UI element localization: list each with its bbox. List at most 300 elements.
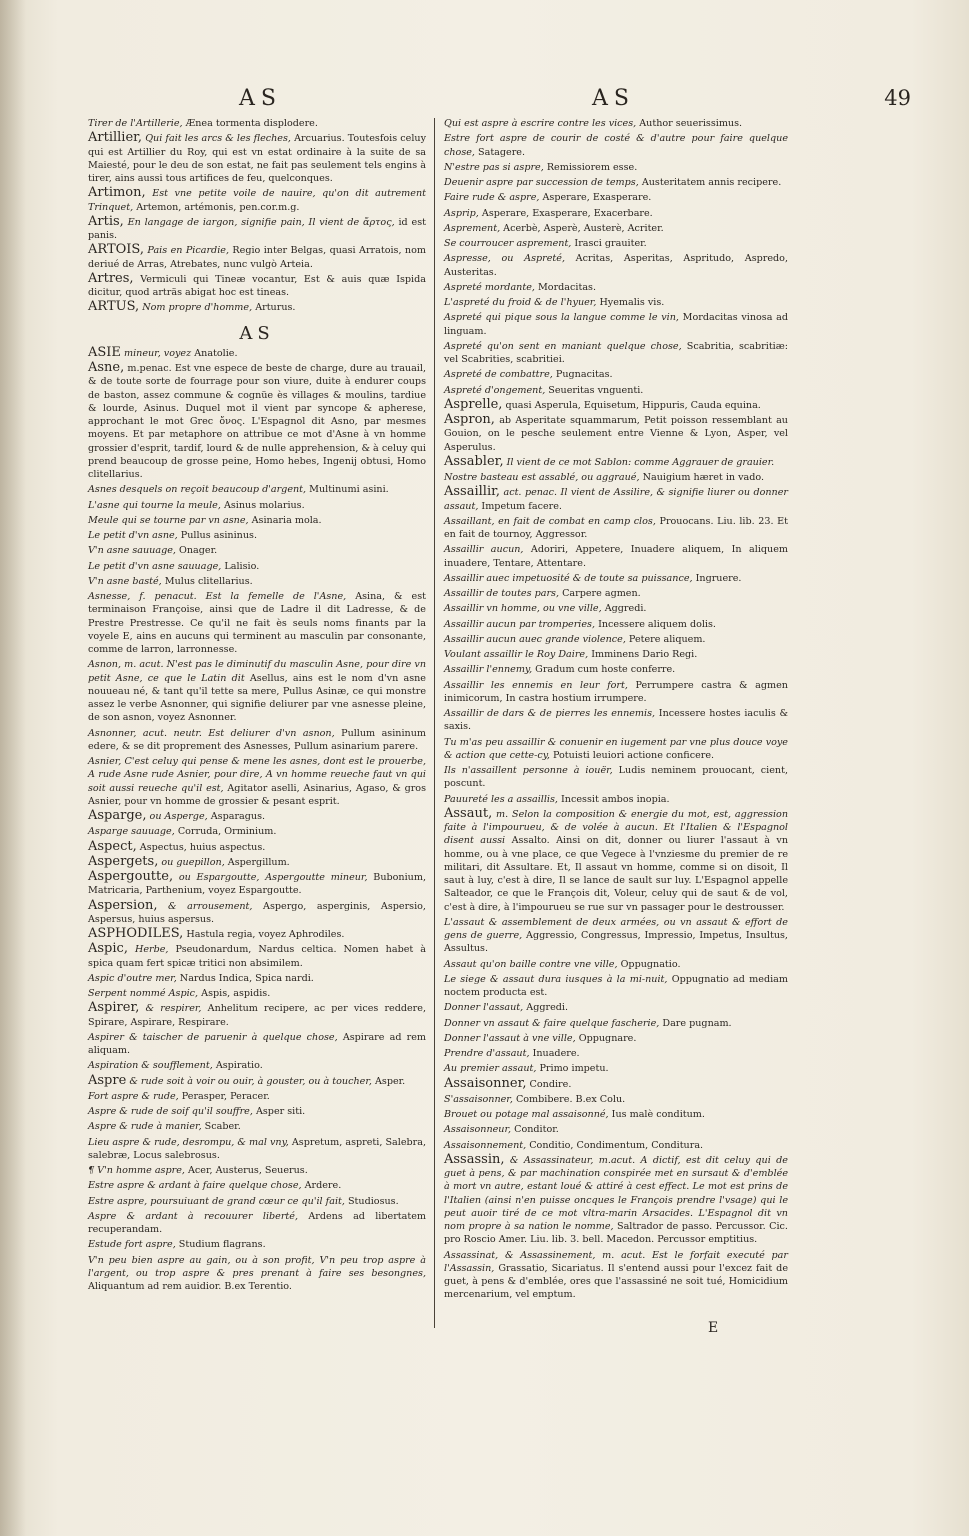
dictionary-entry	[444, 1092, 788, 1106]
latin-gloss: Arcuarius. Toutesfois celuy qui est Artillier du Roy, qui est vn estat ordinaire à la suite de sa Maiesté, pour le deu de son estat, ne fait pas seulement tels engins à tirer, ains aussi tous artifices de feu, quelconques.	[88, 133, 426, 184]
left-entries-bottom	[88, 346, 426, 1294]
dictionary-entry	[88, 272, 426, 300]
dictionary-entry	[444, 1138, 788, 1152]
latin-gloss: Oppugnatio.	[617, 958, 681, 970]
dictionary-entry	[88, 899, 426, 927]
french-gloss: Asprement,	[444, 222, 501, 234]
latin-gloss: Aspergillum.	[224, 856, 290, 868]
latin-gloss: Author seuerissimus.	[636, 118, 743, 129]
latin-gloss: Perrumpere castra & agmen inimicorum, In castra hostium irrumpere.	[444, 679, 788, 704]
dictionary-entry	[444, 339, 788, 367]
dictionary-entry	[444, 678, 788, 706]
headword: Artillier,	[88, 130, 143, 146]
dictionary-entry	[444, 295, 788, 309]
french-gloss: Donner l'assaut,	[444, 1002, 524, 1014]
dictionary-entry	[88, 855, 426, 869]
latin-gloss: Anhelitum recipere, ac per vices reddere, Spirare, Aspirare, Respirare.	[88, 1003, 426, 1028]
dictionary-entry	[444, 236, 788, 250]
latin-gloss: Bubonium, Matricaria, Parthenium, voyez Espargoutte.	[88, 872, 426, 897]
dictionary-entry	[444, 1107, 788, 1121]
latin-gloss: Perasper, Peracer.	[178, 1090, 270, 1102]
french-gloss: Assassinat, & Assassinement, m. acut. Est le forfait executé par l'Assassin,	[444, 1249, 788, 1274]
dictionary-entry	[444, 131, 788, 159]
french-gloss: Donner l'assaut à vne ville,	[444, 1032, 576, 1044]
french-gloss: Aspiration & soufflement,	[88, 1060, 213, 1072]
french-gloss: Aspreté d'ongement,	[444, 384, 546, 396]
french-gloss: Aspre & rude à manier,	[88, 1121, 202, 1133]
dictionary-entry	[88, 1135, 426, 1163]
latin-gloss: Saltrador de passo. Percussor. Cic. pro Roscio Amer. Liu. lib. 3. bell. Macedon. Percussor emptitius.	[444, 1221, 788, 1246]
headword: ARTOIS,	[88, 242, 144, 258]
french-gloss: Aspresse, ou Aspreté,	[444, 253, 565, 265]
headword: Artres,	[88, 270, 134, 286]
dictionary-entry	[88, 942, 426, 970]
column-rule	[434, 118, 435, 1328]
dictionary-entry	[444, 514, 788, 542]
latin-gloss: Austeritatem annis recipere.	[638, 177, 782, 188]
latin-gloss: Pullum asininum edere, & se dit proprement des Asnesses, Pullum asinarium parere.	[88, 727, 427, 752]
headword: Aspron,	[444, 412, 495, 427]
french-gloss: Aspirer & taischer de paruenir à quelque chose,	[88, 1031, 338, 1043]
dictionary-entry	[444, 1000, 788, 1014]
french-gloss: & arrousement,	[157, 900, 253, 912]
dictionary-entry	[444, 367, 788, 381]
french-gloss: Assaillant, en fait de combat en camp clos,	[444, 515, 656, 527]
dictionary-entry	[444, 310, 788, 338]
french-gloss: Estre aspre, poursuiuant de grand cœur ce qu'il fait,	[88, 1195, 345, 1207]
right-column	[444, 116, 788, 1303]
french-gloss: ou Espargoutte, Aspergoutte mineur,	[173, 872, 368, 883]
headword: Aspersion,	[88, 897, 158, 913]
french-gloss: Estre aspre & ardant à faire quelque chose,	[88, 1180, 302, 1192]
running-head-left: AS	[239, 86, 282, 111]
latin-gloss: Hyemalis vis.	[596, 297, 665, 308]
latin-gloss: Asparagus.	[207, 811, 266, 822]
latin-gloss: Aggressio, Congressus, Impressio, Impetus, Insultus, Assultus.	[444, 930, 788, 955]
headword: Assaillir,	[444, 484, 501, 500]
dictionary-entry	[88, 1104, 426, 1118]
french-gloss: Tu m'as peu assaillir & conuenir en iugement par vne plus douce voye & action que cette-cy,	[444, 736, 788, 761]
french-gloss: Il vient de ce mot Sablon: comme Aggrauer de grauier.	[503, 456, 775, 468]
dictionary-entry	[444, 485, 788, 513]
headword: Aspre	[88, 1072, 127, 1088]
dictionary-entry	[88, 528, 426, 542]
french-gloss: Nom propre d'homme,	[139, 302, 253, 314]
french-gloss: Aspic d'outre mer,	[88, 972, 177, 984]
dictionary-entry	[444, 1122, 788, 1136]
dictionary-entry	[88, 754, 426, 808]
latin-gloss: Asinus molarius.	[220, 499, 305, 511]
french-gloss: ou guepillon,	[158, 856, 225, 868]
dictionary-entry	[88, 498, 426, 512]
dictionary-entry	[444, 190, 788, 204]
french-gloss: Brouet ou potage mal assaisonné,	[444, 1109, 609, 1120]
latin-gloss: Asperare, Exasperare, Exacerbare.	[478, 207, 653, 219]
latin-gloss: Satagere.	[474, 146, 526, 158]
french-gloss: Ils n'assaillent personne à iouër,	[444, 765, 613, 776]
latin-gloss: Multinumi asini.	[306, 484, 389, 496]
french-gloss: Assaisonnement,	[444, 1139, 527, 1151]
latin-gloss: Irasci grauiter.	[571, 238, 647, 249]
latin-gloss: Pseudonardum, Nardus celtica. Nomen habet à spica quam fert spicæ tritici non absimilem.	[88, 944, 426, 969]
dictionary-entry	[88, 986, 426, 1000]
dictionary-entry	[444, 398, 788, 412]
french-gloss: & respirer,	[139, 1003, 202, 1015]
french-gloss: Assaillir aucun auec grande violence,	[444, 633, 626, 645]
dictionary-entry	[88, 215, 426, 243]
latin-gloss: Aspretum, aspreti, Salebra, salebræ, Locus salebrosus.	[88, 1136, 426, 1161]
french-gloss: Aspreté qui pique sous la langue comme le vin,	[444, 312, 679, 324]
french-gloss: V'n asne sauuage,	[88, 545, 176, 557]
dictionary-entry	[88, 513, 426, 527]
french-gloss: ou Asperge,	[146, 811, 208, 822]
latin-gloss: Carpere agmen.	[559, 588, 641, 599]
latin-gloss: Combibere. B.ex Colu.	[512, 1093, 626, 1105]
french-gloss: Assaut qu'on baille contre vne ville,	[444, 958, 618, 970]
french-gloss: m. Selon la composition & energie du mot, est, aggression faite à l'impourueu, & de volée à aucun. Et l'Italien & l'Espagnol disent aussi	[444, 808, 788, 847]
dictionary-entry	[88, 1178, 426, 1192]
latin-gloss: Ardens ad libertatem recuperandam.	[88, 1210, 426, 1235]
latin-gloss: Nardus Indica, Spica nardi.	[176, 972, 314, 984]
latin-gloss: Ænea tormenta displodere.	[182, 118, 318, 129]
latin-gloss: Ludis neminem prouocant, cient, poscunt.	[444, 765, 788, 790]
latin-gloss: Lalisio.	[221, 560, 260, 572]
french-gloss: Asnier, C'est celuy qui pense & mene les asnes, dont est le prouerbe, A rude Asne rude Asnier, pour dire, A vn homme reueche faut vn qui soit aussi reueche qu'il est,	[88, 756, 426, 794]
french-gloss: Fort aspre & rude,	[88, 1090, 179, 1102]
latin-gloss: Dare pugnam.	[659, 1017, 732, 1029]
french-gloss: N'estre pas si aspre,	[444, 161, 544, 173]
french-gloss: L'asne qui tourne la meule,	[88, 499, 221, 511]
headword: ARTUS,	[88, 299, 140, 315]
latin-gloss: Potuisti leuiori actione conficere.	[549, 749, 715, 761]
french-gloss: V'n asne basté,	[88, 575, 162, 587]
dictionary-entry	[444, 1016, 788, 1030]
dictionary-entry	[444, 470, 788, 484]
latin-gloss: Incessere hostes iaculis & saxis.	[444, 708, 789, 733]
dictionary-entry	[444, 972, 788, 1000]
french-gloss: Le petit d'vn asne sauuage,	[88, 560, 222, 572]
right-entries	[444, 116, 788, 1302]
french-gloss: Asnesse, f. penacut. Est la femelle de l'Asne,	[88, 591, 347, 602]
dictionary-entry	[444, 175, 788, 189]
french-gloss: Deuenir aspre par succession de temps,	[444, 177, 639, 188]
latin-gloss: Acerbè, Asperè, Austerè, Acriter.	[500, 222, 664, 234]
dictionary-entry	[88, 1001, 426, 1029]
dictionary-entry	[444, 280, 788, 294]
dictionary-entry	[444, 383, 788, 397]
french-gloss: Herbe,	[127, 944, 169, 956]
french-gloss: Asnon, m. acut. N'est pas le diminutif du masculin Asne, pour dire vn petit Asne, ce que le Latin dit	[88, 659, 426, 684]
latin-gloss: Ardere.	[301, 1180, 342, 1192]
latin-gloss: Inuadere.	[529, 1048, 580, 1059]
french-gloss: Assaillir aucun par tromperies,	[444, 618, 596, 630]
french-gloss: Aspre & rude de soif qu'il souffre,	[88, 1106, 253, 1117]
dictionary-entry	[88, 574, 426, 588]
french-gloss: Se courroucer asprement,	[444, 238, 572, 249]
dictionary-entry	[444, 1061, 788, 1075]
french-gloss: Assaillir vn homme, ou vne ville,	[444, 603, 602, 615]
latin-gloss: Conditor.	[511, 1124, 559, 1136]
dictionary-entry	[88, 589, 426, 656]
latin-gloss: Aggredi.	[601, 603, 647, 615]
latin-gloss: Seueritas vnguenti.	[545, 384, 644, 396]
headword: Asprelle,	[444, 396, 503, 412]
latin-gloss: Scaber.	[201, 1121, 241, 1133]
dictionary-entry	[88, 1089, 426, 1103]
latin-gloss: Prouocans. Liu. lib. 23. Et en fait de tournoy, Aggressor.	[444, 515, 788, 540]
french-gloss: Asnonner, acut. neutr. Est deliurer d'vn asnon,	[88, 727, 335, 739]
dictionary-entry	[88, 971, 426, 985]
headword: ASIE	[88, 344, 121, 360]
french-gloss: Le siege & assaut dura iusques à la mi-nuit,	[444, 973, 668, 985]
dictionary-entry	[88, 116, 426, 130]
latin-gloss: Grassatio, Sicariatus. Il s'entend aussi pour l'excez fait de guet, à pens & d'emblée, ores que l'assassiné ne soit tué, Homicidium mercenarium, vel emptum.	[444, 1262, 788, 1301]
latin-gloss: Asina, & est terminaison Françoise, ainsi que de Ladre il dit Ladresse, & de Prestre Prestresse. Ce qu'il ne fait ès seuls noms finants par la voyele E, ains en aucuns qui terminent au masculin par consonante, comme de larron, larronnesse.	[88, 591, 427, 655]
french-gloss: En langage de iargon, signifie pain, Il vient de ἄρτος,	[123, 216, 395, 228]
french-gloss: Assaillir de dars & de pierres les ennemis,	[444, 708, 656, 719]
dictionary-entry	[444, 957, 788, 971]
latin-gloss: Aspiratio.	[212, 1060, 263, 1072]
dictionary-entry	[88, 840, 426, 854]
french-gloss: Qui fait les arcs & les fleches,	[142, 133, 291, 145]
headword: Assassin,	[444, 1151, 505, 1167]
dictionary-entry	[88, 1030, 426, 1058]
dictionary-entry	[444, 647, 788, 661]
dictionary-entry	[88, 186, 426, 214]
dictionary-entry	[88, 1237, 426, 1251]
dictionary-entry	[444, 1153, 788, 1247]
headword: Artimon,	[88, 185, 146, 201]
catchword: E	[708, 1320, 719, 1336]
latin-gloss: Primo impetu.	[536, 1063, 609, 1075]
dictionary-entry	[444, 116, 788, 130]
section-head: AS	[239, 322, 275, 344]
french-gloss: Assaillir auec impetuosité & de toute sa puissance,	[444, 572, 693, 584]
dictionary-entry	[88, 131, 426, 185]
french-gloss: Aspreté qu'on sent en maniant quelque chose,	[444, 340, 682, 352]
latin-gloss: Asperare, Exasperare.	[539, 192, 652, 204]
french-gloss: Pais en Picardie,	[144, 245, 229, 257]
left-column	[88, 116, 426, 1294]
french-gloss: Asparge sauuage,	[88, 826, 175, 838]
french-gloss: Aspreté de combattre,	[444, 369, 553, 381]
french-gloss: Prendre d'assaut,	[444, 1048, 530, 1059]
dictionary-entry	[444, 160, 788, 174]
dictionary-entry	[444, 413, 788, 454]
latin-gloss: Mordacitas.	[534, 281, 597, 293]
french-gloss: Assaillir les ennemis en leur fort,	[444, 679, 628, 691]
dictionary-entry	[444, 455, 788, 469]
french-gloss: L'aspreté du froid & de l'hyuer,	[444, 297, 597, 308]
dictionary-entry	[444, 807, 788, 914]
french-gloss: Assaillir aucun,	[444, 544, 524, 556]
latin-gloss: Mulus clitellarius.	[161, 575, 253, 587]
dictionary-entry	[444, 1046, 788, 1060]
dictionary-entry	[88, 824, 426, 838]
dictionary-entry	[444, 632, 788, 646]
dictionary-entry	[88, 559, 426, 573]
dictionary-entry	[444, 617, 788, 631]
latin-gloss: Arturus.	[252, 302, 296, 314]
dictionary-entry	[444, 662, 788, 676]
french-gloss: & rude soit à voir ou ouir, à gouster, ou à toucher,	[126, 1075, 372, 1087]
latin-gloss: Asper siti.	[252, 1106, 306, 1117]
latin-gloss: Imminens Dario Regi.	[588, 649, 698, 660]
latin-gloss: Agitator aselli, Asinarius, Agaso, & gros Asnier, pour vn homme de grossier & pesant esprit.	[88, 782, 426, 807]
french-gloss: Tirer de l'Artillerie,	[88, 118, 183, 129]
french-gloss: Nostre basteau est assablé, ou aggraué,	[444, 472, 640, 483]
french-gloss: Au premier assaut,	[444, 1063, 537, 1075]
dictionary-entry	[88, 482, 426, 496]
headword: ASPHODILES,	[88, 926, 184, 941]
latin-gloss: Incessit ambos inopia.	[557, 793, 670, 805]
dictionary-entry	[444, 586, 788, 600]
latin-gloss: Corruda, Orminium.	[174, 826, 277, 838]
dictionary-entry	[444, 601, 788, 615]
french-gloss: Faire rude & aspre,	[444, 192, 540, 204]
dictionary-entry	[88, 361, 426, 481]
latin-gloss: Pugnacitas.	[552, 369, 613, 381]
latin-gloss: Ius malè conditum.	[608, 1109, 705, 1120]
latin-gloss: Regio inter Belgas, quasi Arratois, nom deriué de Arras, Atrebates, nunc vulgò Arteia.	[88, 245, 426, 270]
french-gloss: mineur, voyez	[120, 347, 192, 359]
dictionary-entry	[88, 1119, 426, 1133]
headword: Aspergoutte,	[88, 869, 174, 884]
headword: Assabler,	[444, 453, 504, 469]
dictionary-entry	[88, 1163, 426, 1177]
headword: Aspic,	[88, 941, 128, 957]
latin-gloss: Vermiculi qui Tineæ vocantur, Est & auis quæ Ispida dicitur, quod arträs abigat hoc est tineas.	[88, 273, 426, 298]
headword: Assaisonner,	[444, 1075, 527, 1091]
dictionary-entry	[444, 206, 788, 220]
dictionary-entry	[88, 1194, 426, 1208]
latin-gloss: Petere aliquem.	[625, 633, 706, 645]
headword: Assaut,	[444, 805, 493, 821]
dictionary-entry	[88, 243, 426, 271]
dictionary-entry	[444, 706, 788, 734]
dictionary-entry	[88, 809, 426, 823]
french-gloss: & Assassinateur, m.acut. A dictif, est dit celuy qui de guet à pens, & par machination conspirée met en sursaut & d'emblée à mort vn autre, estant loué & attiré à cest effect. Le mot est prins de l'Italien (ainsi n'en puisse oncques le François prendre l'vsage) qui le peut auoir tiré de ce mot vltra-marin Arsacides. L'Espagnol dit vn nom propre à sa nation le nomme,	[444, 1154, 788, 1232]
dictionary-entry	[88, 927, 426, 941]
latin-gloss: Anatolie.	[191, 347, 238, 359]
latin-gloss: Aspectus, huius aspectus.	[136, 841, 266, 853]
latin-gloss: Hastula regia, voyez Aphrodiles.	[183, 929, 345, 940]
dictionary-entry	[444, 251, 788, 279]
french-gloss: Pauureté les a assaillis,	[444, 793, 558, 805]
french-gloss: Lieu aspre & rude, desrompu, & mal vny,	[88, 1136, 289, 1148]
french-gloss: Aspriр,	[444, 207, 479, 219]
french-gloss: Estre fort aspre de courir de costé & d'autre pour faire quelque chose,	[444, 133, 788, 158]
french-gloss: Serpent nommé Aspic,	[88, 988, 199, 999]
french-gloss: Meule qui se tourne par vn asne,	[88, 514, 249, 526]
dictionary-entry	[444, 1031, 788, 1045]
headword: Aspergets,	[88, 853, 159, 869]
latin-gloss: Adoriri, Appetere, Inuadere aliquem, In aliquem inuadere, Tentare, Attentare.	[444, 544, 788, 569]
dictionary-entry	[88, 1058, 426, 1072]
headword: Asparge,	[88, 808, 147, 823]
latin-gloss: Condire.	[526, 1078, 572, 1090]
dictionary-entry	[444, 763, 788, 791]
latin-gloss: Pullus asininus.	[177, 530, 257, 541]
french-gloss: Donner vn assaut & faire quelque fascherie,	[444, 1017, 660, 1029]
headword: Asne,	[88, 360, 125, 375]
latin-gloss: Studium flagrans.	[175, 1239, 266, 1251]
latin-gloss: Studiosus.	[344, 1195, 399, 1207]
left-entries-top	[88, 116, 426, 315]
latin-gloss: Mordacitas vinosa ad linguam.	[444, 312, 788, 337]
latin-gloss: Aspis, aspidis.	[198, 988, 271, 999]
french-gloss: V'n peu bien aspre au gain, ou à son profit, V'n peu trop aspre à l'argent, ou trop aspre & pres prenant à faire ses besongnes,	[88, 1254, 426, 1279]
latin-gloss: Acritas, Asperitas, Aspritudo, Aspredo, Austeritas.	[444, 253, 788, 278]
latin-gloss: Aspergo, asperginis, Aspersio, Aspersus, huius aspersus.	[88, 900, 426, 925]
french-gloss: act. penac. Il vient de Assilire, & signifie liurer ou donner assaut,	[444, 487, 788, 512]
headword: Aspirer,	[88, 1000, 140, 1016]
french-gloss: Est vne petite voile de nauire, qu'on dit autrement Trinquet,	[88, 188, 426, 213]
latin-gloss: Scabritia, scabritiæ: vel Scabrities, scabritiei.	[444, 340, 788, 365]
french-gloss: Aspreté mordante,	[444, 281, 535, 293]
latin-gloss: Artemon, artémonis, pen.cor.m.g.	[133, 201, 300, 213]
gutter-shadow	[0, 0, 26, 1536]
dictionary-entry	[444, 221, 788, 235]
dictionary-entry	[444, 792, 788, 806]
french-gloss: Assaisonneur,	[444, 1124, 512, 1136]
french-gloss: Qui est aspre à escrire contre les vices,	[444, 118, 637, 129]
latin-gloss: Onager.	[175, 545, 218, 557]
page-number: 49	[884, 86, 911, 110]
latin-gloss: Asinaria mola.	[248, 514, 322, 526]
dictionary-entry	[444, 915, 788, 956]
latin-gloss: id est panis.	[88, 216, 426, 241]
latin-gloss: Asper.	[371, 1075, 406, 1087]
french-gloss: ¶ V'n homme aspre,	[88, 1165, 185, 1176]
dictionary-entry	[88, 726, 426, 754]
french-gloss: Asnes desquels on reçoit beaucoup d'argent,	[88, 484, 307, 496]
latin-gloss: ab Asperitate squammarum, Petit poisson ressemblant au Gouion, on le pesche seulement entre Vienne & Lyon, Asper, vel Asperulus.	[444, 415, 788, 453]
dictionary-entry	[88, 300, 426, 314]
french-gloss: L'assaut & assemblement de deux armées, ou vn assaut & effort de gens de guerre,	[444, 916, 788, 941]
latin-gloss: Conditio, Condimentum, Conditura.	[526, 1139, 704, 1151]
headword: Aspect,	[88, 838, 137, 854]
dictionary-entry	[88, 1209, 426, 1237]
dictionary-entry	[88, 346, 426, 360]
latin-gloss: Remissiorem esse.	[543, 161, 638, 173]
latin-gloss: Oppugnare.	[575, 1032, 637, 1044]
latin-gloss: quasi Asperula, Equisetum, Hippuris, Cauda equina.	[502, 399, 761, 411]
dictionary-entry	[88, 657, 426, 724]
french-gloss: Le petit d'vn asne,	[88, 530, 178, 541]
dictionary-entry	[444, 1248, 788, 1302]
running-head-right: AS	[592, 86, 635, 111]
french-gloss: Assaillir l'ennemy,	[444, 664, 533, 676]
latin-gloss: Asellus, ains est le nom d'vn asne nouueau né, & tant qu'il tette sa mere, Pullus Asinæ, ce qui monstre assez le verbe Asnonner, qui signifie deliurer par vne asnesse pleine, de son asnon, voyez Asnonner.	[88, 672, 426, 724]
latin-gloss: Aliquantum ad rem auidior. B.ex Terentio.	[88, 1281, 292, 1292]
latin-gloss: Ingruere.	[692, 572, 742, 584]
latin-gloss: Incessere aliquem dolis.	[595, 618, 716, 630]
french-gloss: Voulant assaillir le Roy Daire,	[444, 649, 589, 660]
headword: Artis,	[88, 213, 124, 229]
latin-gloss: Assalto. Ainsi on dit, donner ou liurer l'assaut à vn homme, ou à vne place, ce que Vegece à l'vnziesme du premier de re militari, dit Assultare. Et, Il assaut vn homme, comme si on disoit, Il saut à luy, c'est à dire, Il se lance de sault sur luy. L'Espagnol appelle Salteador, ce que le François dit, Voleur, celuy qui de saut & de vol, c'est à dire, à l'impourueu se rue sur vn passager pour le destrousser.	[444, 835, 788, 913]
dictionary-entry	[444, 735, 788, 763]
latin-gloss: Aggredi.	[523, 1002, 569, 1014]
latin-gloss: m.penac. Est vne espece de beste de charge, dure au trauail, & de toute sorte de fourrage pour son viure, duite à endurer coups de baston, assez commune & cognüe ès villages & moulins, tardiue & lourde, Asinus. Duquel mot il vient par syncope & apherese, approchant le mot Grec ὄνος. L'Espagnol dit Asno, par mesmes moyens. Et par metaphore on attribue ce mot d'Asne à vn homme grossier d'esprit, tardif, lourd & de nulle apprehension, & à celuy qui prend beaucoup de grosse peine, Homo hebes, Ingenij obtusi, Homo clitellarius.	[88, 363, 426, 480]
latin-gloss: Acer, Austerus, Seuerus.	[184, 1165, 308, 1176]
french-gloss: Assaillir de toutes pars,	[444, 588, 560, 599]
french-gloss: Estude fort aspre,	[88, 1239, 176, 1251]
dictionary-entry	[444, 571, 788, 585]
french-gloss: Aspre & ardant à recouurer liberté,	[88, 1210, 299, 1222]
latin-gloss: Aspirare ad rem aliquam.	[88, 1031, 426, 1056]
latin-gloss: Gradum cum hoste conferre.	[532, 664, 676, 676]
